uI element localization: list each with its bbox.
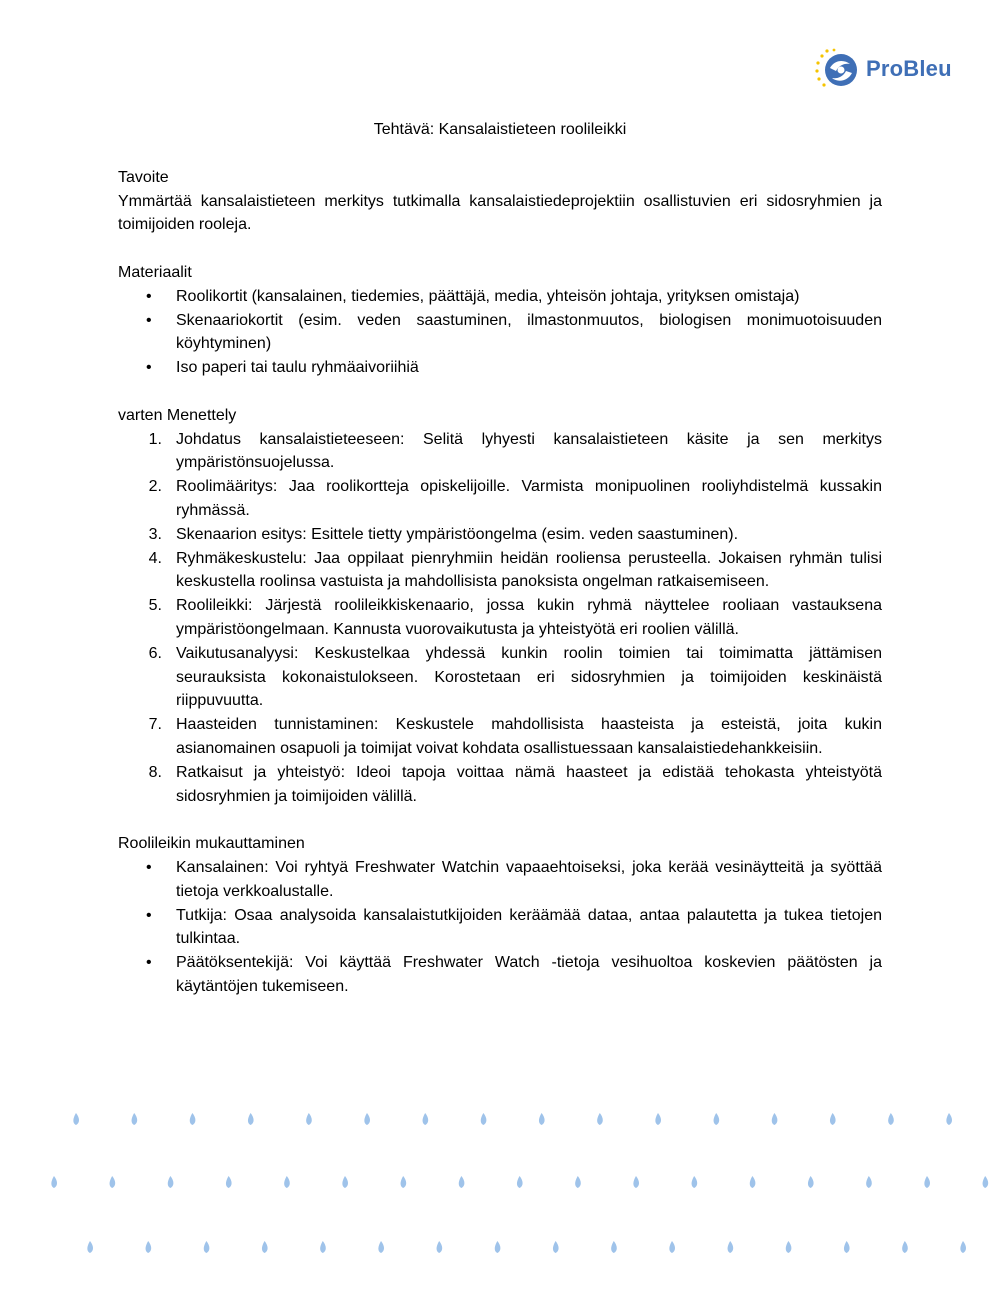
water-drop-icon [364,1113,370,1125]
water-drop-icon [51,1176,57,1188]
water-drop-icon [655,1113,661,1125]
bullet-icon: • [146,906,152,924]
list-item: • Iso paperi tai taulu ryhmäaivoriihiä [118,356,882,380]
list-item: • Päätöksentekijä: Voi käyttää Freshwater Watch -tietoja vesihuoltoa koskevien päätösten ja käytäntöjen tukemiseen. [118,951,882,999]
probleu-logo-icon [814,46,862,92]
logo-text: ProBleu [866,56,952,81]
water-drop-icon [401,1176,407,1188]
materials-list [118,285,882,380]
water-drop-icon [320,1241,326,1253]
list-item: 2. Roolimääritys: Jaa roolikortteja opiskelijoille. Varmista monipuolinen rooliyhdistelmä kussakin ryhmässä. [118,475,882,523]
list-item: 5. Roolileikki: Järjestä roolileikkiskenaario, jossa kukin ryhmä näyttelee rooliaan vastauksena ympäristöongelmaan. Kannusta vuorovaikutusta ja yhteistyötä eri roolien välillä. [118,594,882,642]
list-number: 6. [148,644,162,662]
water-drop-icon [87,1241,93,1253]
list-number: 1. [148,430,162,448]
water-drop-icon [437,1241,443,1253]
list-item: • Tutkija: Osaa analysoida kansalaistutkijoiden keräämää dataa, antaa palautetta ja tukea tietojen tulkintaa. [118,904,882,952]
goal-heading: Tavoite [118,168,169,186]
water-drop-icon [669,1241,675,1253]
water-drop-icon [728,1241,734,1253]
water-drop-icon [830,1113,836,1125]
list-number: 8. [148,763,162,781]
water-drop-icon [481,1113,487,1125]
bullet-icon: • [146,954,152,972]
water-drop-icon [946,1113,952,1125]
procedure-heading: varten Menettely [118,406,237,424]
document-body [118,118,882,999]
list-item: • Kansalainen: Voi ryhtyä Freshwater Watchin vapaaehtoiseksi, joka kerää vesinäytteitä ja syöttää tietoja verkkoalustalle. [118,856,882,904]
list-number: 4. [148,549,162,567]
list-number: 5. [148,597,162,615]
water-drop-icon [786,1241,792,1253]
water-drop-icon [132,1113,138,1125]
water-drop-icon [750,1176,756,1188]
water-drop-icon [517,1176,523,1188]
water-drop-icon [168,1176,174,1188]
water-drop-icon [575,1176,581,1188]
list-number: 3. [148,525,162,543]
materials-heading: Materiaalit [118,263,192,281]
water-drop-icon [866,1176,872,1188]
water-drop-icon [772,1113,778,1125]
water-drop-icon [190,1113,196,1125]
water-drop-icon [983,1176,989,1188]
water-drop-icon [146,1241,152,1253]
water-drop-icon [342,1176,348,1188]
list-item: 6. Vaikutusanalyysi: Keskustelkaa yhdessä kunkin roolin toimien tai toimimatta jättämisen seurauksista kokonaistulokseen. Korostetaan eri sidosryhmien ja toimijoiden keskinäistä riippuvuutta. [118,642,882,713]
water-drop-icon [378,1241,384,1253]
list-item: 3. Skenaarion esitys: Esittele tietty ympäristöongelma (esim. veden saastuminen). [118,523,882,547]
water-drop-icon [611,1241,617,1253]
water-drop-icon [960,1241,966,1253]
water-drop-icon [902,1241,908,1253]
bullet-icon: • [146,858,152,876]
water-drop-icon [597,1113,603,1125]
water-drop-icon [633,1176,639,1188]
water-drop-icon [888,1113,894,1125]
list-item: 7. Haasteiden tunnistaminen: Keskustele mahdollisista haasteista ja esteistä, joita kukin asianomainen osapuoli ja toimijat voivat kohdata osallistuessaan kansalaistiedehankkeisiin. [118,713,882,761]
water-drop-icon [924,1176,930,1188]
procedure-list [118,428,882,809]
water-drop-icon [844,1241,850,1253]
list-item: • Roolikortit (kansalainen, tiedemies, päättäjä, media, yhteisön johtaja, yrityksen omistaja) [118,285,882,309]
water-drop-icon [73,1113,79,1125]
water-drop-icon [692,1176,698,1188]
list-item: 4. Ryhmäkeskustelu: Jaa oppilaat pienryhmiin heidän rooliensa perusteella. Jokaisen ryhmän tulisi keskustella roolinsa vastuista ja mahdollisista panoksista ongelman ratkaisemiseen. [118,547,882,595]
water-drop-icon [459,1176,465,1188]
page-title: Tehtävä: Kansalaistieteen roolileikki [373,121,627,138]
water-drop-icon [226,1176,232,1188]
water-drop-icon [110,1176,116,1188]
goal-text: Ymmärtää kansalaistieteen merkitys tutkimalla kansalaistiedeprojektiin osallistuvien eri sidosryhmien ja toimijoiden rooleja. [118,192,882,234]
adaptation-heading: Roolileikin mukauttaminen [118,835,305,853]
list-item: 1. Johdatus kansalaistieteeseen: Selitä lyhyesti kansalaistieteen käsite ja sen merkitys ympäristönsuojelussa. [118,428,882,476]
bullet-icon: • [146,311,152,329]
water-drop-icon [495,1241,501,1253]
adaptation-list [118,856,882,999]
water-drop-icon [553,1241,559,1253]
water-drop-icon [204,1241,210,1253]
list-number: 2. [148,478,162,496]
list-item: • Skenaariokortit (esim. veden saastuminen, ilmastonmuutos, biologisen monimuotoisuuden köyhtyminen) [118,309,882,357]
water-drop-icon [423,1113,429,1125]
list-number: 7. [148,716,162,734]
water-drop-icon [714,1113,720,1125]
bullet-icon: • [146,359,152,377]
water-drop-icon [284,1176,290,1188]
bullet-icon: • [146,287,152,305]
water-drop-icon [808,1176,814,1188]
decorative-water-drops [0,1100,1000,1270]
list-item: 8. Ratkaisut ja yhteistyö: Ideoi tapoja voittaa nämä haasteet ja edistää tehokasta yhteistyötä sidosryhmien ja toimijoiden välillä. [118,761,882,809]
water-drop-icon [539,1113,545,1125]
water-drop-icon [248,1113,254,1125]
water-drop-icon [262,1241,268,1253]
probleu-logo [814,46,964,92]
water-drop-icon [306,1113,312,1125]
